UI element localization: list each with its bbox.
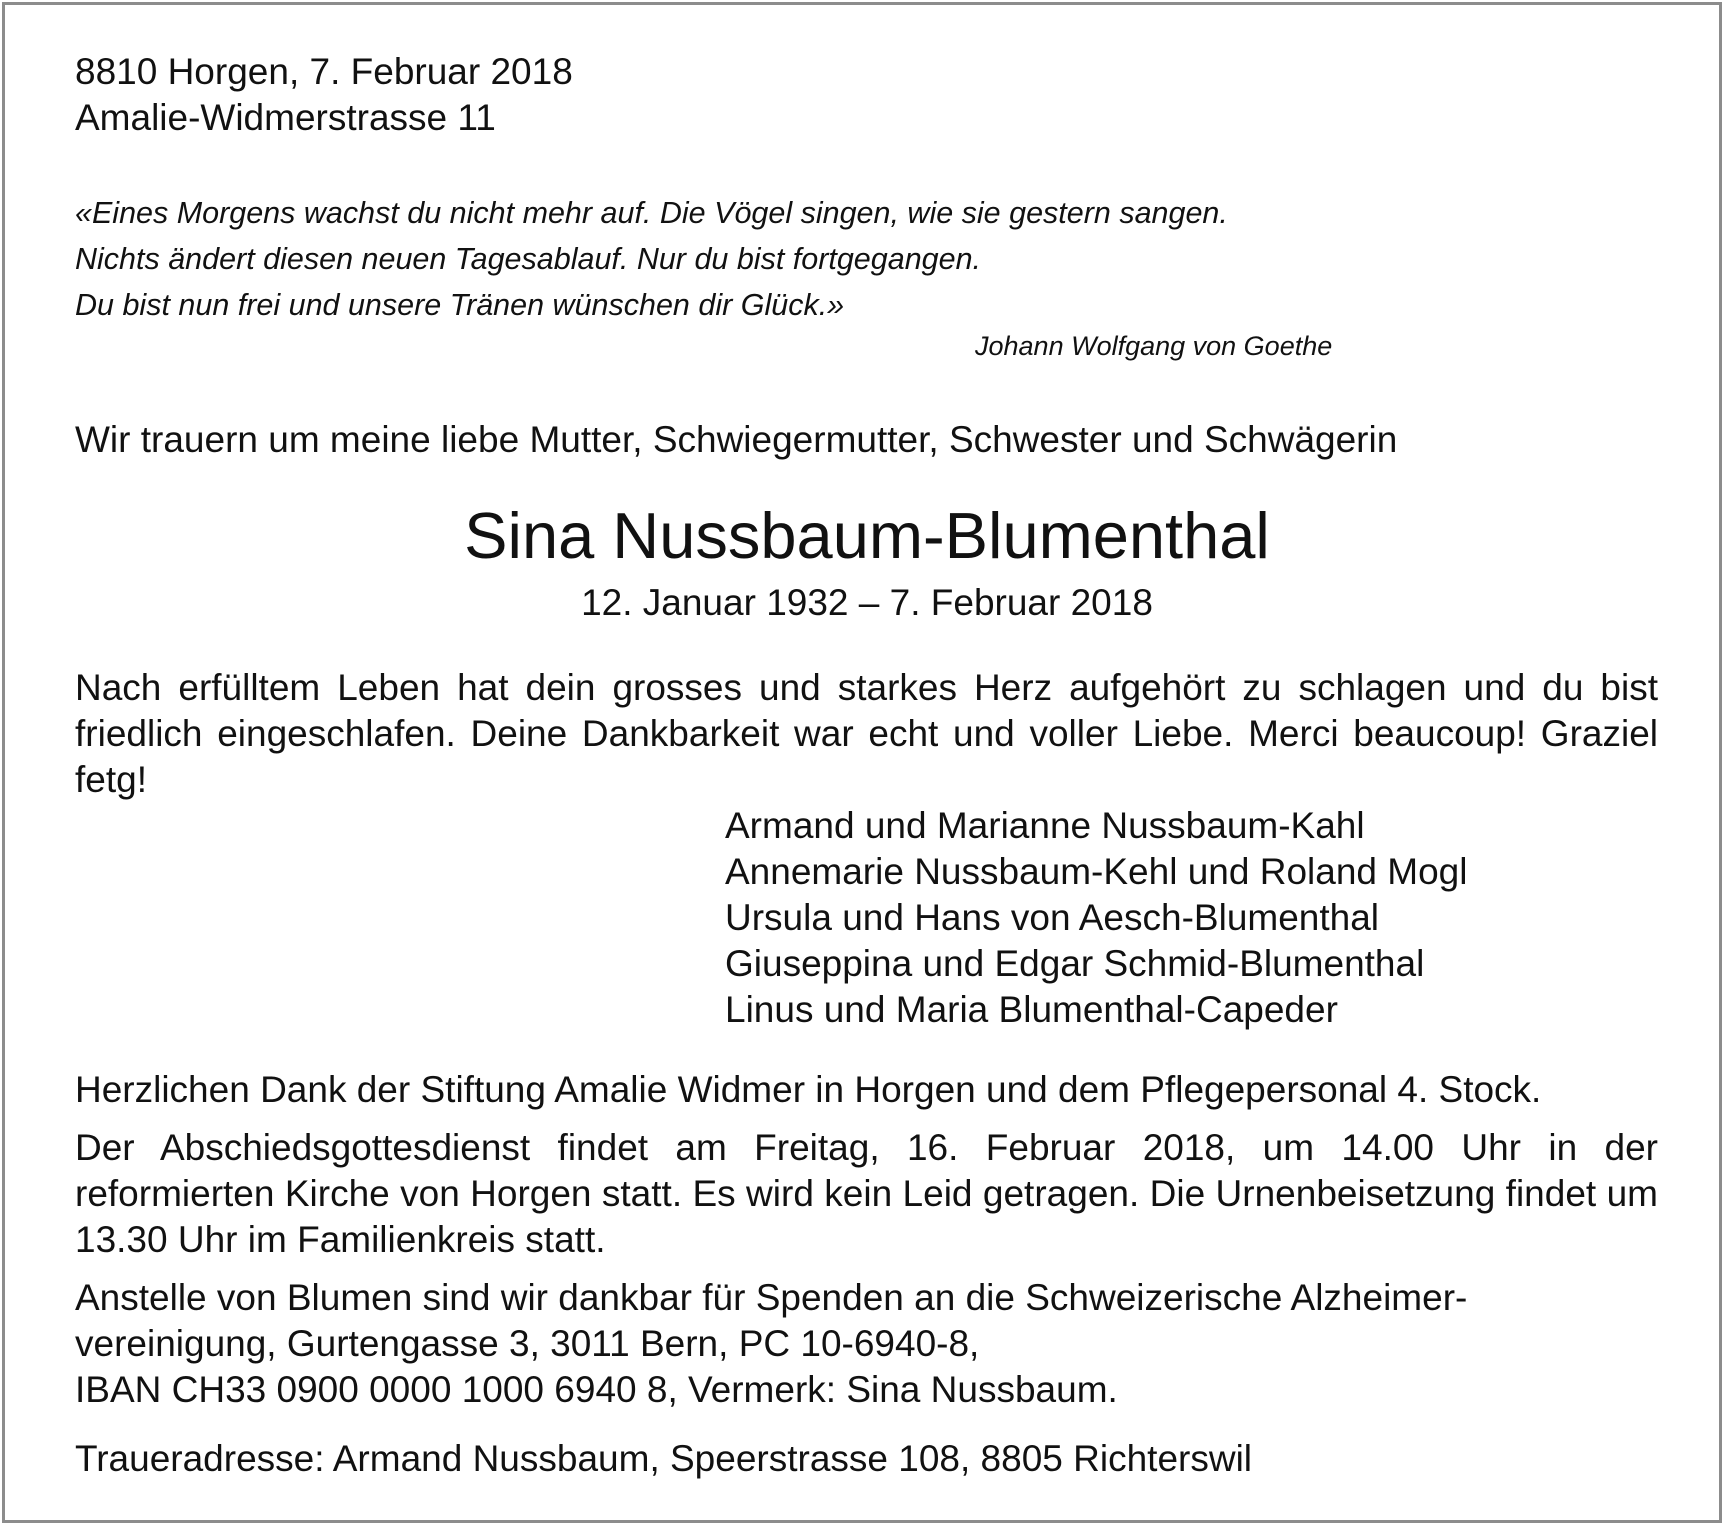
place-date: 8810 Horgen, 7. Februar 2018 [75,51,573,92]
thanks-text: Herzlichen Dank der Stiftung Amalie Widmer in Horgen und dem Pflegepersonal 4. Stock. [75,1069,1542,1110]
family-member: Linus und Maria Blumenthal-Capeder [725,989,1338,1030]
quote-line-2: Nichts ändert diesen neuen Tagesablauf. Nur du bist fortgegangen. [75,242,982,276]
deceased-name: Sina Nussbaum-Blumenthal [464,499,1270,572]
donation-line-1: Anstelle von Blumen sind wir dankbar für Spenden an die Schweizerische Alzheimer- [75,1277,1468,1318]
quote-line-1: «Eines Morgens wachst du nicht mehr auf. Die Vögel singen, wie sie gestern sangen. [75,196,1228,230]
family-member: Annemarie Nussbaum-Kehl und Roland Mogl [725,851,1468,892]
intro-text: Wir trauern um meine liebe Mutter, Schwiegermutter, Schwester und Schwägerin [75,419,1398,460]
donation-line-3: IBAN CH33 0900 0000 1000 6940 8, Vermerk: Sina Nussbaum. [75,1369,1118,1410]
family-member: Giuseppina und Edgar Schmid-Blumenthal [725,943,1425,984]
family-member: Armand und Marianne Nussbaum-Kahl [725,805,1365,846]
family-member: Ursula und Hans von Aesch-Blumenthal [725,897,1380,938]
obituary-frame [2,2,1722,1523]
deceased-dates: 12. Januar 1932 – 7. Februar 2018 [581,582,1153,623]
address: Amalie-Widmerstrasse 11 [75,97,496,138]
mourning-address: Traueradresse: Armand Nussbaum, Speerstrasse 108, 8805 Richterswil [75,1438,1253,1479]
service-text: Der Abschiedsgottesdienst findet am Freitag, 16. Februar 2018, um 14.00 Uhr in der reformierten Kirche von Horgen statt. Es wird kein Leid getragen. Die Urnenbeisetzung findet um 13.30 Uhr im Familienkreis statt. [75,1127,1658,1260]
quote-author: Johann Wolfgang von Goethe [975,331,1333,361]
donation-line-2: vereinigung, Gurtengasse 3, 3011 Bern, PC 10-6940-8, [75,1323,980,1364]
family-list [725,803,1467,1033]
tribute-text: Nach erfülltem Leben hat dein grosses und starkes Herz aufgehört zu schlagen und du bist friedlich eingeschlafen. Deine Dankbarkeit war echt und voller Liebe. Merci beaucoup! Graziel fetg! [75,667,1658,800]
quote-line-3: Du bist nun frei und unsere Tränen wünschen dir Glück.» [75,288,845,322]
